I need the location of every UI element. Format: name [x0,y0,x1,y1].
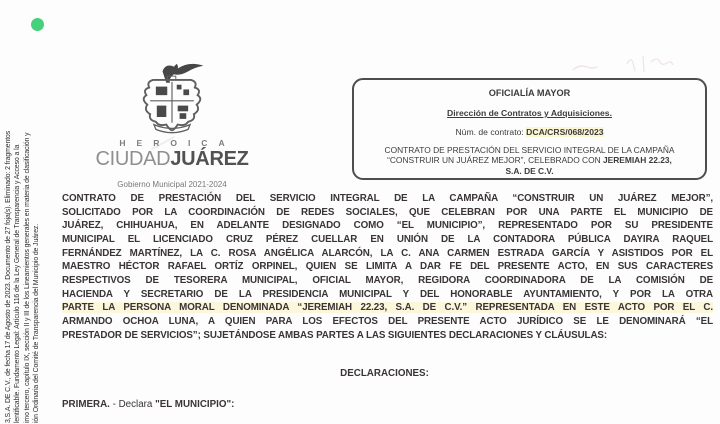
margin-note-line: lentificable. Fundamento Legal: Artículo 116 de la Ley General de Transparencia y Acceso a la [14,144,22,423]
redaction-margin-note [4,55,42,423]
contract-paragraph-line: RESPECTIVOS DE TESORERA MUNICIPAL, OFICIAL MAYOR, REGIDORA COORDINADORA DE LA COMISIÓN DE [62,274,713,286]
subject-line: “CONSTRUIR UN JUÁREZ MEJOR”, CELEBRADO CON JEREMIAH 22.23, [387,155,672,166]
logo-juarez: JUÁREZ [170,148,249,170]
highlighted-party-name: PARTE LA PERSONA MORAL DENOMINADA “JEREMIAH 22.23, S.A. DE C.V.” REPRESENTADA EN ESTE ACTO POR EL C. [62,302,713,314]
department-title: Dirección de Contratos y Adquisiciones. [447,108,612,118]
primera-declaration-line: PRIMERA. - Declara "EL MUNICIPIO": [62,399,235,410]
contract-paragraph-line: PRESTADOR DE SERVICIOS”; SUJETÁNDOSE AMBAS PARTES A LAS SIGUIENTES DECLARACIONES Y CLÁUSULAS: [62,329,608,341]
logo-heroica-text: HEROICA [119,138,236,148]
contract-paragraph-line: CONTRATO DE PRESTACIÓN DEL SERVICIO INTEGRAL DE LA CAMPAÑA “CONSTRUIR UN JUÁREZ MEJOR”, [62,193,713,204]
contract-paragraph-line: HACIENDA Y SECRETARIO DE LA PRESIDENCIA MUNICIPAL Y DEL HONORABLE AYUNTAMIENTO, Y POR LA OTRA [62,288,713,300]
contract-paragraph [62,192,713,342]
contract-paragraph-line: MAESTRO HÉCTOR RAFAEL ORTÍZ ORPINEL, QUIEN SE LIMITA A DAR FE DEL PRESENTE ACTO, EN SUS CARACTERES [62,261,713,273]
coat-of-arms-icon [124,60,220,136]
municipal-logo [86,60,258,189]
contract-paragraph-line: ARMANDO OCHOA LUNA, A QUIEN PARA LOS EFECTOS DEL PRESENTE ACTO JURÍDICO SE LE DENOMINARÁ “EL [62,315,713,327]
green-marker-dot [31,18,44,31]
declarations-heading: DECLARACIONES: [340,368,429,379]
contract-header-box [352,78,707,180]
logo-ciudad: CIUDAD [95,148,171,170]
contract-number-label: Núm. de contrato: [455,127,527,137]
logo-government-period: Gobierno Municipal 2021-2024 [117,180,227,189]
margin-note-line: imo tercero, capítulo IX, sección II y III de los Lineamientos generales en materia de clasificación y [23,132,31,423]
contract-number-value: DCA/CRS/068/2023 [526,127,604,137]
contract-paragraph-line: SOLICITADO POR LA COORDINACIÓN DE REDES SOCIALES, QUE CELEBRAN POR UNA PARTE EL MUNICIPIO DE [62,206,713,218]
margin-note-line: 3,S.A. DE C.V., de fecha 17 de Agosto de 2023. Documento de 27 foja(s). Eliminado: 2 fragmentos [5,130,12,423]
subject-line: CONTRATO DE PRESTACIÓN DEL SERVICIO INTEGRAL DE LA CAMPAÑA [384,145,675,155]
logo-city-name [86,149,258,169]
contract-paragraph-line: MUNICIPAL EL LICENCIADO CRUZ PÉREZ CUELLAR EN UNIÓN DE LA CONTADORA PÚBLICA DAYIRA RAQUEL [62,233,713,245]
contract-subject [354,145,705,176]
office-title: OFICIALÍA MAYOR [488,88,571,98]
contract-number-line [354,127,705,137]
subject-line: S.A. DE C.V. [505,165,554,176]
contract-paragraph-line: JUÁREZ, CHIHUAHUA, EN ADELANTE DESIGNADO COMO “EL MUNICIPIO”, REPRESENTADO POR SU PRESIDENTE [62,220,713,232]
contract-paragraph-line: FERNÁNDEZ MARTÍNEZ, LA C. ROSA ANGÉLICA ALARCÓN, LA C. ANA CARMEN ESTRADA GARCÍA Y ASISTIDOS POR EL [62,247,713,259]
contract-paragraph-line [62,301,713,315]
margin-note-line: ión Ordinaria del Comité de Transparencia del Municipio de Juárez. [32,223,40,423]
